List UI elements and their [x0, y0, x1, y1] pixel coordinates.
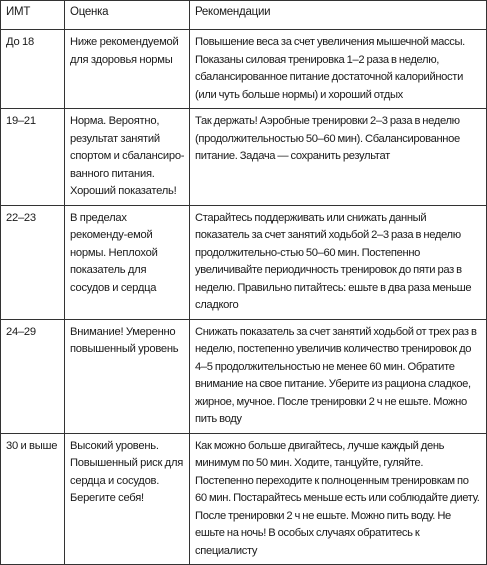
header-bmi [1, 1, 65, 30]
bmi-range: 30 и выше [6, 439, 58, 452]
recommendation-text: Повышение веса за счет увеличения мышечной массы. Показаны силовая тренировка 1–2 раза в неделю, сбалансированное питание достаточной калорийности (или чуть больше нормы) и хороший отдых [195, 36, 465, 101]
table-row [1, 319, 487, 433]
bmi-cell [1, 205, 65, 319]
header-recommendations-text: Рекомендации [195, 6, 271, 18]
recommendation-cell [190, 319, 487, 433]
assessment-text: Ниже рекомендуемой для здоровья нормы [70, 36, 179, 66]
bmi-range: До 18 [6, 36, 34, 48]
table-row [1, 205, 487, 319]
table-header [1, 1, 487, 30]
bmi-cell [1, 433, 65, 565]
header-recommendations [190, 1, 487, 30]
recommendation-cell [190, 30, 487, 109]
bmi-cell [1, 109, 65, 206]
recommendation-cell [190, 433, 487, 565]
header-assessment-text: Оценка [70, 6, 109, 18]
bmi-cell [1, 319, 65, 433]
table-row [1, 109, 487, 206]
table-row [1, 433, 487, 565]
header-bmi-text: ИМТ [6, 6, 31, 18]
assessment-cell [65, 205, 190, 319]
assessment-cell [65, 109, 190, 206]
assessment-cell [65, 319, 190, 433]
assessment-text: Норма. Вероятно, результат занятий спортом и сбалансиро-ванного питания. Хороший показатель! [70, 115, 185, 197]
bmi-range: 24–29 [6, 325, 36, 338]
assessment-text: Внимание! Умеренно повышенный уровень [70, 325, 179, 355]
table-row [1, 30, 487, 109]
recommendation-text: Старайтесь поддерживать или снижать данный показатель за счет занятий ходьбой 2–3 раза в неделю продолжительно-стью 50–60 мин. Постепенно увеличивайте периодичность тренировок до пяти раз в неделю. Правильно питайтесь: ешьте в два раза меньше сладкого [195, 211, 472, 311]
recommendation-text: Так держать! Аэробные тренировки 2–3 раза в неделю (продолжительностью 50–60 мин). Сбалансированное питание. Задача — сохранить результат [195, 115, 460, 162]
bmi-range: 22–23 [6, 211, 36, 224]
assessment-text: В пределах рекоменду-емой нормы. Неплохой показатель для сосудов и сердца [70, 211, 158, 294]
recommendation-cell [190, 205, 487, 319]
recommendation-text: Как можно больше двигайтесь, лучше каждый день минимум по 50 мин. Ходите, танцуйте, гуляйте. Постепенно переходите к полноценным тренировкам по 60 мин. Постарайтесь меньше есть или соблюдайте диету. После тренировки 2 ч не ешьте. Можно пить воду. Не ешьте на ночь! В особых случаях обратитесь к специалисту [195, 439, 480, 557]
bmi-range: 19–21 [6, 115, 36, 127]
header-assessment [65, 1, 190, 30]
assessment-cell [65, 433, 190, 565]
bmi-cell [1, 30, 65, 109]
header-row [1, 1, 487, 30]
assessment-text: Высокий уровень. Повышенный риск для сердца и сосудов. Берегите себя! [70, 439, 184, 504]
recommendation-text: Снижать показатель за счет занятий ходьбой от трех раз в неделю, постепенно увеличив количество тренировок до 4–5 продолжительностью не менее 60 мин. Обратите внимание на свое питание. Уберите из рациона сладкое, жирное, мучное. После тренировки 2 ч не ешьте. Можно пить воду [195, 325, 477, 425]
recommendation-cell [190, 109, 487, 206]
assessment-cell [65, 30, 190, 109]
